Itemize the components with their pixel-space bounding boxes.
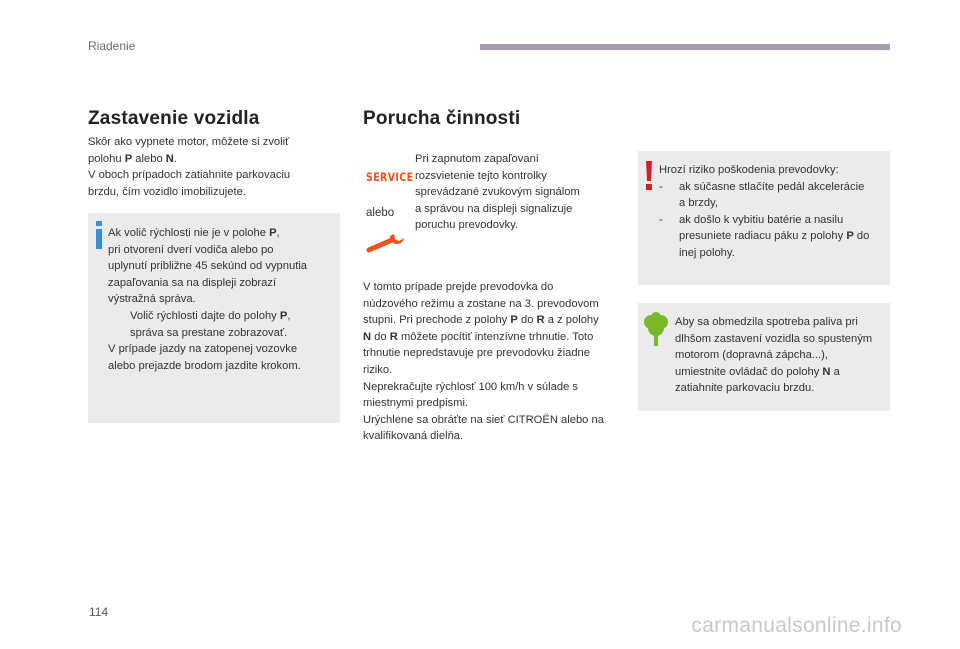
text-segment: Ak volič rýchlosti nie je v polohe (108, 227, 270, 239)
text-segment: a z polohy (544, 314, 599, 327)
eco-tree-icon (643, 312, 669, 346)
position-letter: P (124, 152, 133, 165)
text-line: uplynutí približne 45 sekúnd od vypnutia (108, 260, 308, 273)
text-segment: do (853, 230, 870, 243)
position-letter: N (363, 330, 372, 343)
dash-marker: - (659, 213, 663, 226)
text-line: a správou na displeji signalizuje (415, 202, 573, 215)
text-line: a brzdy, (679, 197, 718, 210)
text-line: V oboch prípadoch zatiahnite parkovaciu (88, 169, 291, 182)
text-segment: presuniete radiacu páku z polohy (679, 230, 847, 243)
malfunction-body (363, 279, 625, 445)
text-line: núdzového režimu a zostane na 3. prevodovom (363, 297, 599, 310)
section-bar (480, 44, 890, 50)
text-line: riziko. (363, 363, 393, 376)
position-letter: P (846, 230, 854, 243)
text-segment: môžete pocítiť intenzívne trhnutie. Toto (397, 330, 594, 343)
text-line: poruchu prevodovky. (415, 219, 519, 232)
service-description (415, 151, 615, 234)
text-line: výstražná správa. (108, 293, 196, 306)
text-line: inej polohy. (679, 246, 735, 259)
text-segment: . (173, 152, 177, 165)
page-number: 114 (89, 605, 109, 619)
warning-list-item (659, 179, 889, 212)
text-line (679, 228, 869, 245)
text-line: motorom (dopravná zápcha...), (675, 349, 828, 362)
text-line: trhnutie nepredstavuje pre prevodovku žiadne (363, 347, 591, 360)
text-segment: umiestnite ovládač do polohy (675, 365, 823, 378)
watermark-text: carmanualsonline.info (691, 614, 902, 637)
text-line: pri otvorení dverí vodiča alebo po (108, 243, 274, 256)
watermark (0, 614, 960, 637)
section-title: Riadenie (88, 39, 136, 53)
text-line: správa sa prestane zobrazovať. (130, 326, 288, 339)
position-letter: N (822, 365, 831, 378)
info-bullet-text (130, 308, 290, 341)
warning-intro: Hrozí riziko poškodenia prevodovky: (659, 164, 839, 176)
text-segment: a (830, 365, 840, 378)
text-segment: do (371, 330, 390, 343)
text-line (130, 308, 290, 325)
text-segment: polohu (88, 152, 125, 165)
text-line: zatiahnite parkovaciu brzdu. (675, 382, 815, 395)
wrench-icon (366, 232, 408, 254)
text-line: dlhšom zastavení vozidla so spusteným (675, 332, 873, 345)
text-line: Urýchlene sa obráťte na sieť CITROËN alebo na (363, 413, 604, 426)
info-text (108, 225, 336, 308)
text-segment: , (276, 227, 280, 239)
stopping-intro (88, 134, 338, 200)
warning-list-item (659, 212, 889, 262)
text-line: Neprekračujte rýchlosť 100 km/h v súlade s (363, 380, 578, 393)
text-segment: Volič rýchlosti dajte do polohy (130, 309, 280, 322)
text-line: V prípade jazdy na zatopenej vozovke (108, 343, 298, 356)
text-segment: do (517, 314, 537, 327)
text-segment: alebo (132, 152, 166, 165)
warning-icon (641, 161, 657, 191)
text-segment: , (287, 309, 291, 322)
title-malfunction: Porucha činnosti (363, 108, 521, 129)
text-line: Pri zapnutom zapaľovaní (415, 153, 539, 165)
text-line: V tomto prípade prejde prevodovka do (363, 281, 554, 293)
text-line: zapaľovania sa na displeji zobrazí (108, 276, 277, 289)
text-line: Aby sa obmedzila spotreba paliva pri (675, 316, 858, 328)
info-after-text (108, 341, 336, 374)
text-line: brzdu, čím vozidlo imobilizujete. (88, 185, 246, 198)
text-line: miestnymi predpismi. (363, 397, 469, 410)
warning-list-text (679, 212, 869, 262)
info-icon (92, 221, 106, 249)
text-line (88, 151, 338, 168)
text-line: Skôr ako vypnete motor, môžete si zvoliť (88, 136, 290, 148)
text-line: ak súčasne stlačíte pedál akcelerácie (679, 180, 865, 193)
position-letter: P (510, 314, 518, 327)
text-line: rozsvietenie tejto kontrolky (415, 169, 547, 182)
text-line: ak došlo k vybitiu batérie a nasilu (679, 213, 844, 226)
or-label: alebo (366, 207, 395, 219)
dash-marker: - (659, 180, 663, 193)
title-stopping-vehicle: Zastavenie vozidla (88, 108, 260, 129)
text-segment: stupni. Pri prechode z polohy (363, 314, 511, 327)
text-line: alebo prejazde brodom jazdite krokom. (108, 359, 301, 372)
position-letter: R (536, 314, 545, 327)
text-line (363, 312, 625, 329)
info-box (88, 213, 340, 423)
text-line: sprevádzané zvukovým signálom (415, 186, 580, 199)
text-line (363, 329, 625, 346)
eco-text (675, 314, 887, 397)
position-letter: N (165, 152, 174, 165)
service-warning-label: SERVICE (366, 170, 414, 184)
warning-box (638, 151, 890, 285)
bullet-marker (108, 308, 130, 341)
warning-list-text (679, 179, 864, 212)
text-line (675, 364, 887, 381)
position-letter: P (279, 309, 288, 322)
eco-box (638, 303, 890, 411)
text-line (108, 225, 336, 242)
text-line: kvalifikovaná dielňa. (363, 430, 464, 443)
position-letter: R (389, 330, 398, 343)
info-bullet (108, 308, 336, 341)
position-letter: P (269, 227, 277, 239)
